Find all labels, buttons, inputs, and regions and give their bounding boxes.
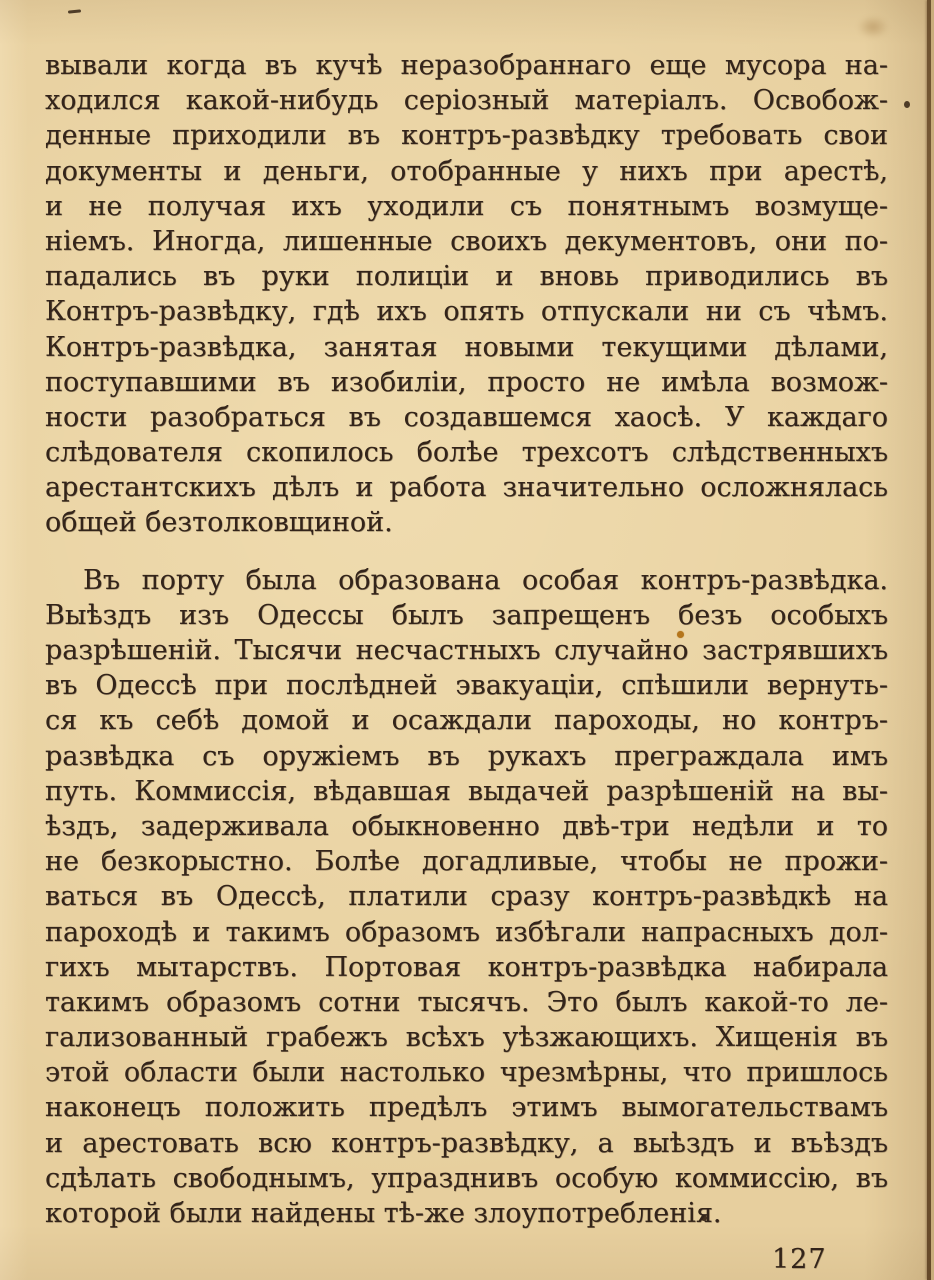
paragraph [45,48,888,541]
text-line: слѣдователя скопилось болѣе трехсотъ слѣдственныхъ [45,437,888,469]
text-line: гихъ мытарствъ. Портовая контръ-развѣдка набирала [45,951,888,983]
ink-dash-mark [68,9,81,13]
text-line: ваться въ Одессѣ, платили сразу контръ-развѣдкѣ на [45,881,888,913]
text-line: гализованный грабежъ всѣхъ уѣзжающихъ. Хищенія въ [45,1022,888,1054]
page-number: 127 [772,1244,827,1275]
text-line: вывали когда въ кучѣ неразобраннаго еще мусора на- [45,50,888,81]
text-line: ѣздъ, задерживала обыкновенно двѣ-три недѣли и то [45,810,888,842]
paper-smudge [852,12,894,42]
text-line: Контръ-развѣдку, гдѣ ихъ опять отпускали ни съ чѣмъ. [45,296,888,328]
text-line: ности разобраться въ создавшемся хаосѣ. У каждаго [45,401,888,433]
text-line: развѣдка съ оружіемъ въ рукахъ преграждала имъ [45,740,888,772]
text-line: ніемъ. Иногда, лишенные своихъ декументовъ, они по- [45,225,888,257]
text-line: падались въ руки полиціи и вновь приводились въ [45,261,888,293]
text-line: общей безтолковщиной. [45,507,393,539]
ink-speck [904,101,910,108]
text-line: денные приходили въ контръ-развѣдку требовать свои [45,120,888,152]
text-line: въ Одессѣ при послѣдней эвакуаціи, спѣшили вернуть- [45,670,888,702]
text-line: которой были найдены тѣ-же злоупотребленія. [45,1198,722,1229]
text-line: Контръ-развѣдка, занятая новыми текущими дѣлами, [45,331,888,363]
text-line: разрѣшеній. Тысячи несчастныхъ случайно застрявшихъ [45,635,888,666]
text-line: поступавшими въ изобиліи, просто не имѣла возмож- [45,366,888,398]
paragraph [45,563,888,1232]
page-text [45,48,888,1231]
text-line: и арестовать всю контръ-развѣдку, а выѣздъ и въѣздъ [45,1127,888,1159]
text-line: наконецъ положить предѣлъ этимъ вымогательствамъ [45,1092,888,1124]
text-line: и не получая ихъ уходили съ понятнымъ возмуще- [45,190,888,222]
text-line: документы и деньги, отобранные у нихъ при арестѣ, [45,155,888,187]
text-line: не безкорыстно. Болѣе догадливые, чтобы не прожи- [45,846,888,878]
text-line: Въ порту была образована особая контръ-развѣдка. [83,564,888,596]
text-line: ходился какой-нибудь серіозный матеріалъ. Освобож- [45,85,888,117]
text-line: арестантскихъ дѣлъ и работа значительно осложнялась [45,472,888,504]
text-line: Выѣздъ изъ Одессы былъ запрещенъ безъ особыхъ [45,599,888,631]
text-line: ся къ себѣ домой и осаждали пароходы, но контръ- [45,705,888,737]
text-line: сдѣлать свободнымъ, упразднивъ особую коммиссію, въ [45,1162,888,1194]
text-line: пароходѣ и такимъ образомъ избѣгали напрасныхъ дол- [45,916,888,948]
text-line: путь. Коммиссія, вѣдавшая выдачей разрѣшеній на вы- [45,775,888,807]
text-line: такимъ образомъ сотни тысячъ. Это былъ какой-то ле- [45,986,888,1018]
text-line: этой области были настолько чрезмѣрны, что пришлось [45,1057,888,1089]
